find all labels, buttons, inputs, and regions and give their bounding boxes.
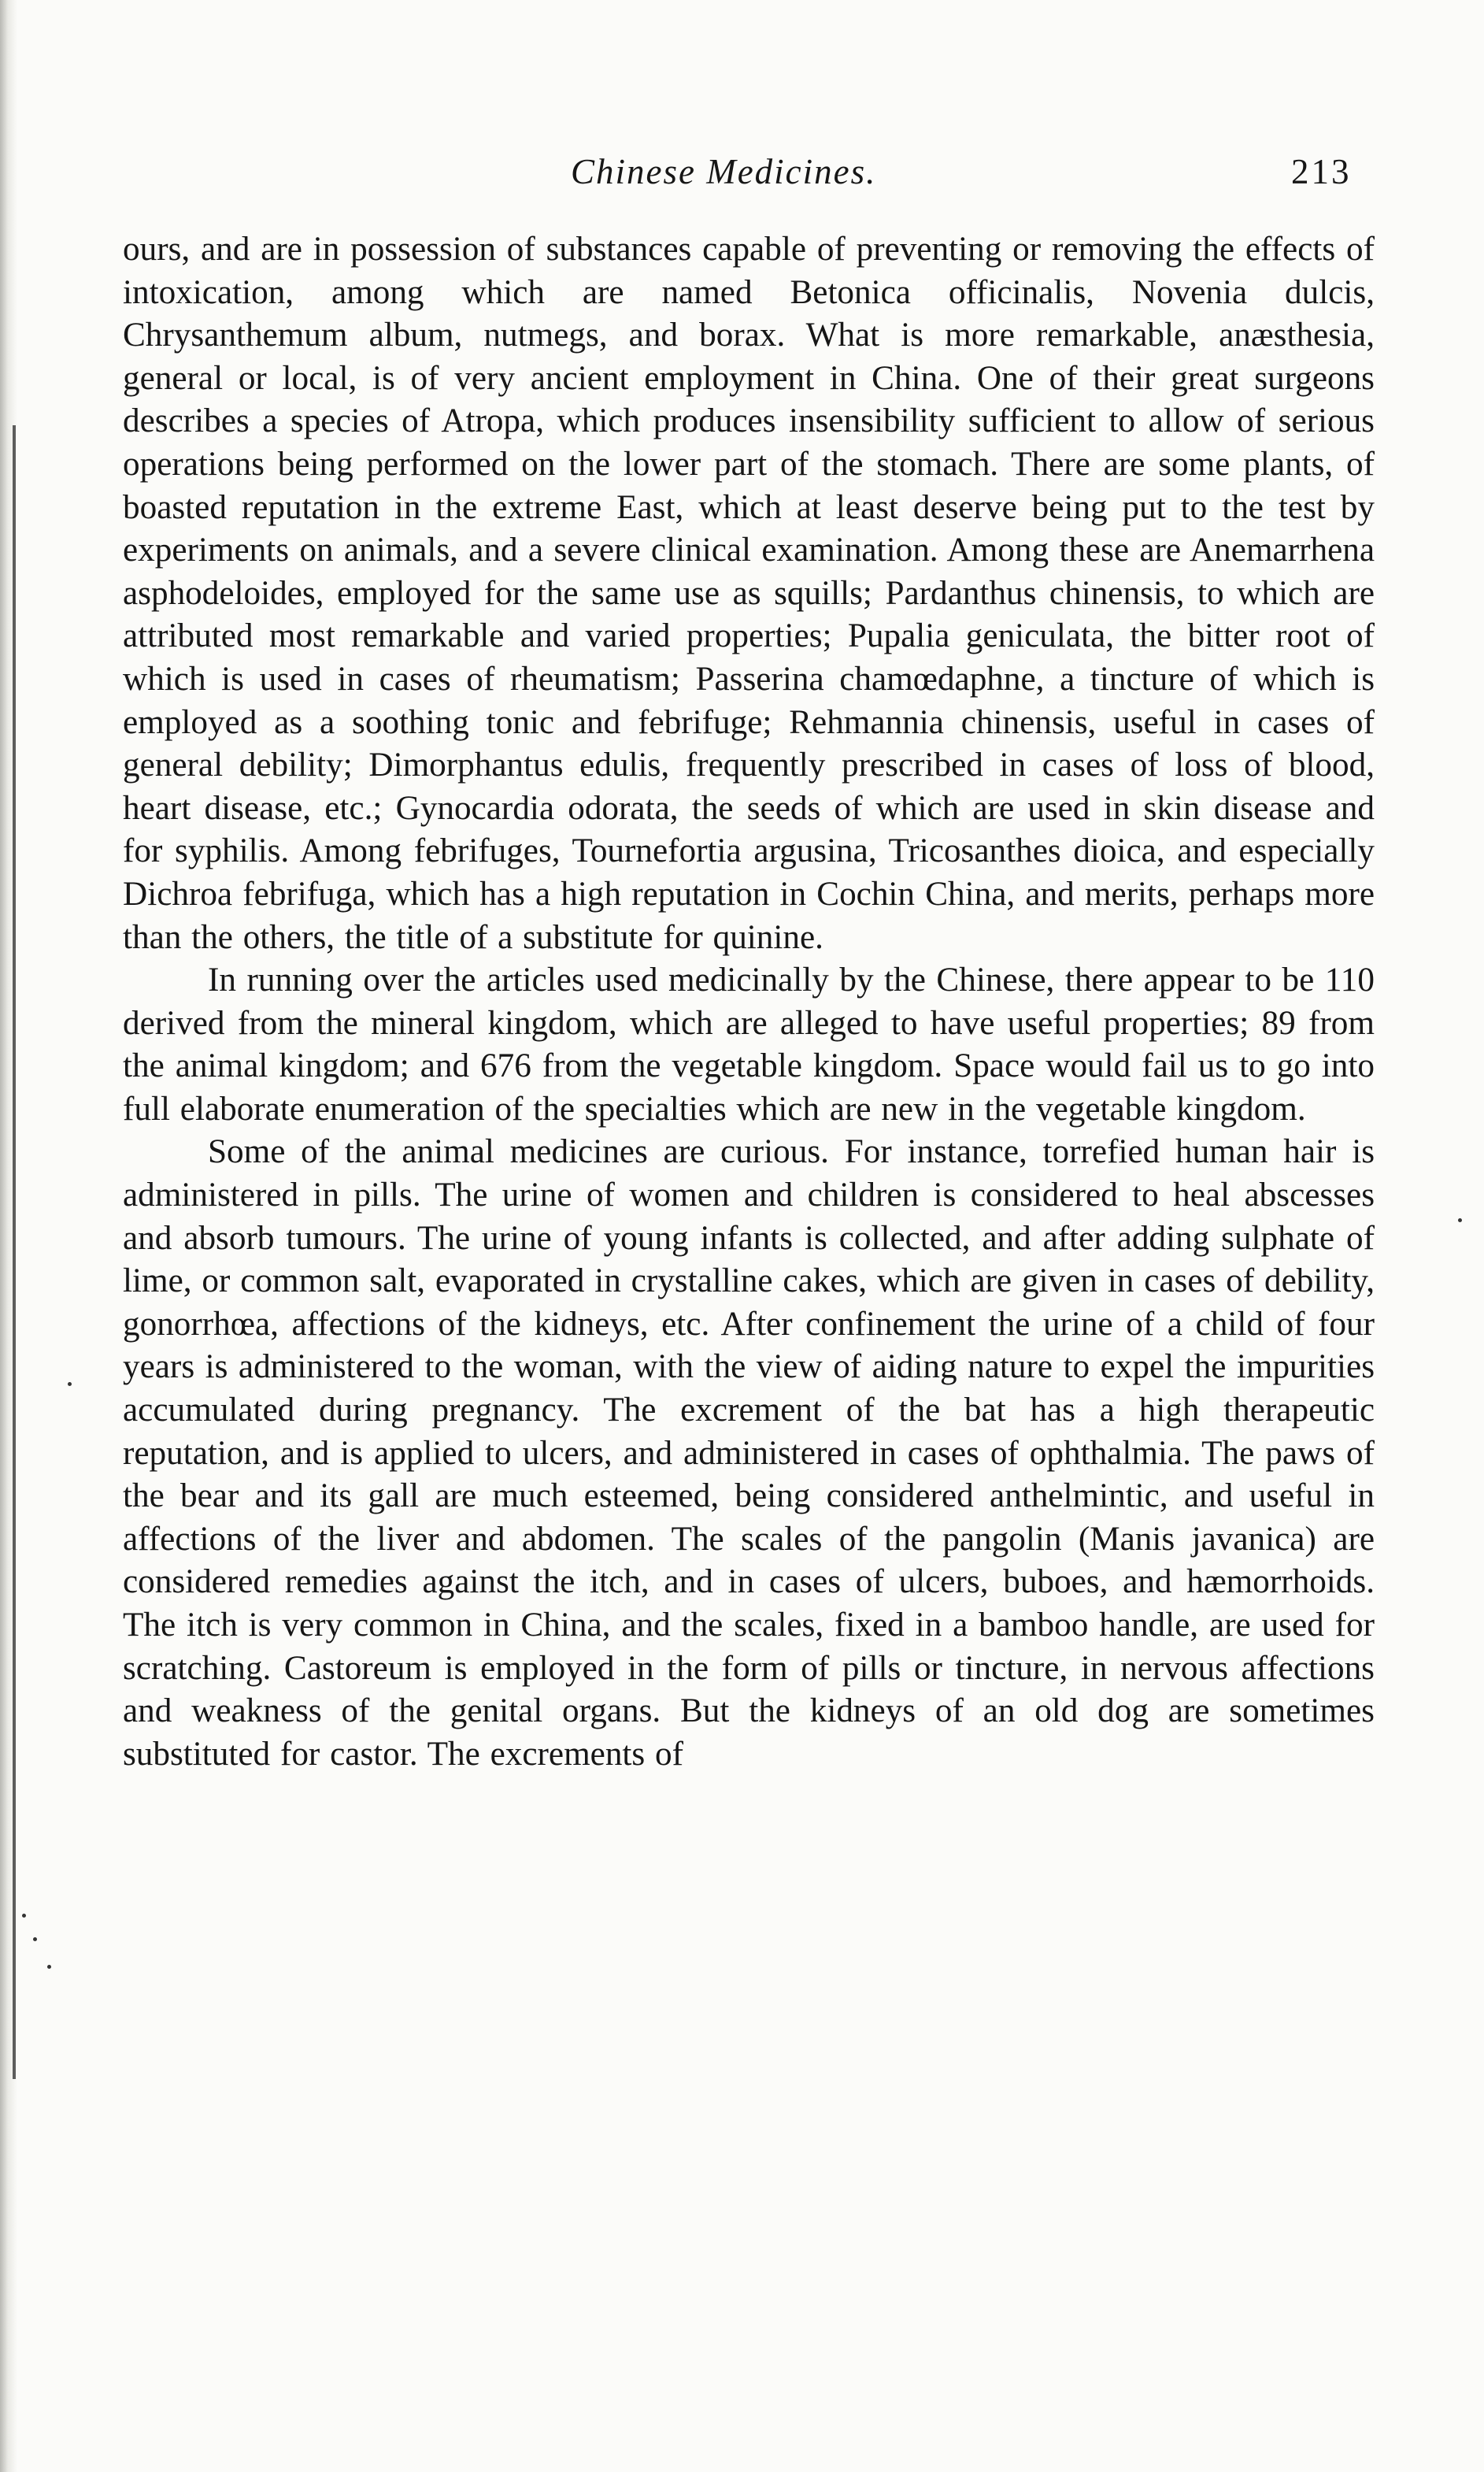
paragraph-article-counts: In running over the articles used medicinally by the Chinese, there appear to be 110 derived from the mineral kingdom, which are alleged to have useful properties; 89 from the animal kingdom; and 676 from the vegetable kingdom. Space would fail us to go into full elaborate enumeration of the specialties which are new in the vegetable kingdom. (123, 962, 1375, 1128)
running-title: Chinese Medicines. (571, 152, 877, 191)
print-speck (68, 1382, 72, 1386)
print-speck (33, 1937, 37, 1941)
binding-gutter-line (13, 425, 16, 2079)
body-text (123, 228, 1375, 1776)
print-speck (1458, 1218, 1462, 1222)
print-speck (47, 1965, 51, 1969)
paragraph-animal-medicines: Some of the animal medicines are curious. For instance, torrefied human hair is administered in pills. The urine of women and children is considered to heal abscesses and absorb tumours. The urine of young infants is collected, and after adding sulphate of lime, or common salt, evaporated in crystalline cakes, which are given in cases of debility, gonorrhœa, affections of the kidneys, etc. After confinement the urine of a child of four years is administered to the woman, with the view of aiding nature to expel the impurities accumulated during pregnancy. The excrement of the bat has a high therapeutic reputation, and is applied to ulcers, and administered in cases of ophthalmia. The paws of the bear and its gall are much esteemed, being considered anthelmintic, and useful in affections of the liver and abdomen. The scales of the pangolin (Manis javanica) are considered remedies against the itch, and in cases of ulcers, buboes, and hæmorrhoids. The itch is very common in China, and the scales, fixed in a bamboo handle, are used for scratching. Castoreum is employed in the form of pills or tincture, in nervous affections and weakness of the genital organs. But the kidneys of an old dog are sometimes substituted for castor. The excrements of (123, 1133, 1375, 1773)
paragraph-intoxication-remedies: ours, and are in possession of substances capable of preventing or removing the effects of intoxication, among which are named Betonica officinalis, Novenia dulcis, Chrysanthemum album, nutmegs, and borax. What is more remarkable, anæsthesia, general or local, is of very ancient employment in China. One of their great surgeons describes a species of Atropa, which produces insensibility sufficient to allow of serious operations being performed on the lower part of the stomach. There are some plants, of boasted reputation in the extreme East, which at least deserve being put to the test by experiments on animals, and a severe clinical examination. Among these are Anemarrhena asphodeloides, employed for the same use as squills; Pardanthus chinensis, to which are attributed most remarkable and varied properties; Pupalia geniculata, the bitter root of which is used in cases of rheumatism; Passerina chamœdaphne, a tincture of which is employed as a soothing tonic and febrifuge; Rehmannia chinensis, useful in cases of general debility; Dimorphantus edulis, frequently prescribed in cases of loss of blood, heart disease, etc.; Gynocardia odorata, the seeds of which are used in skin disease and for syphilis. Among febrifuges, Tournefortia argusina, Tricosanthes dioica, and especially Dichroa febrifuga, which has a high reputation in Cochin China, and merits, perhaps more than the others, the title of a substitute for quinine. (123, 231, 1375, 956)
page-number: 213 (1291, 152, 1352, 191)
print-speck (22, 1914, 26, 1918)
running-head (0, 151, 1484, 206)
